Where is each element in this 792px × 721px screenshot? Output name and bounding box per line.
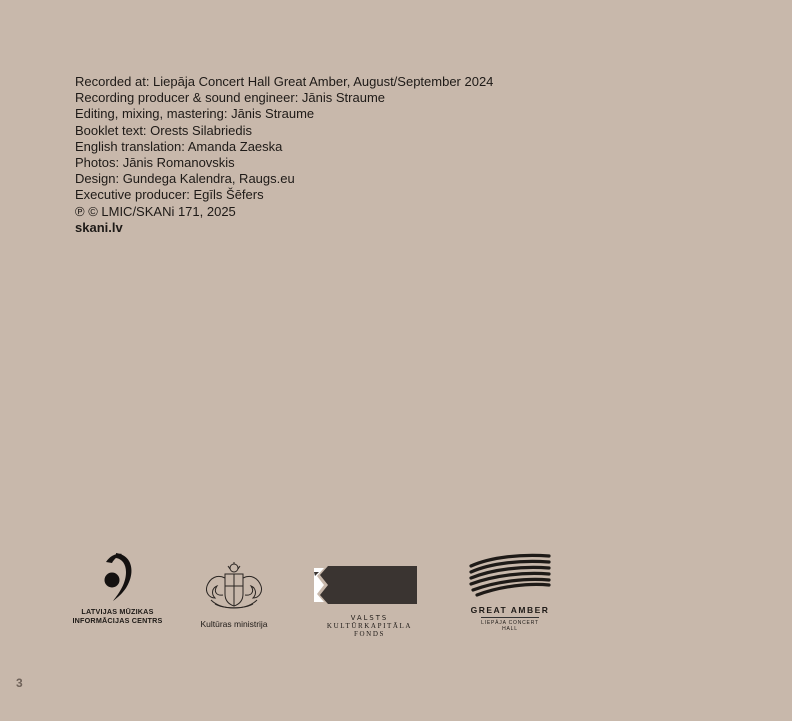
lmic-caption-2: INFORMĀCIJAS CENTRS: [72, 616, 163, 625]
credit-line: English translation: Amanda Zaeska: [75, 138, 283, 154]
website-link[interactable]: skani.lv: [75, 219, 123, 235]
credit-line: Booklet text: Orests Silabriedis: [75, 122, 253, 138]
vkkf-icon: [312, 564, 419, 606]
page-number: 3: [16, 676, 23, 690]
lmic-caption-1: LATVIJAS MŪZIKAS: [81, 607, 154, 616]
credit-line: Design: Gundega Kalendra, Raugs.eu: [75, 171, 295, 187]
vkkf-caption-2: KULTŪRKAPITĀLA FONDS: [326, 622, 413, 638]
credit-line: Recorded at: Liepāja Concert Hall Great Amber, August/September 2024: [75, 74, 494, 89]
credit-line: Editing, mixing, mastering: Jānis Straume: [75, 106, 315, 122]
ministry-caption: Kultūras ministrija: [200, 619, 268, 629]
vkkf-logo: [312, 564, 427, 638]
coat-of-arms-icon: [201, 560, 267, 612]
lmic-logo: [70, 550, 165, 625]
lmic-icon: [96, 550, 140, 602]
credit-line: Executive producer: Egīls Šēfers: [75, 187, 264, 203]
credit-line: Photos: Jānis Romanovskis: [75, 155, 235, 171]
great-amber-caption: GREAT AMBER: [470, 605, 550, 615]
great-amber-icon: [467, 552, 553, 598]
great-amber-subcaption: LIEPĀJA CONCERT HALL: [481, 617, 539, 632]
ministry-logo: [195, 560, 273, 629]
vkkf-caption-1: VALSTS: [350, 614, 389, 622]
sponsor-logos: [0, 540, 792, 640]
credits-block: [75, 74, 493, 236]
great-amber-logo: [465, 552, 555, 632]
credit-line: Recording producer & sound engineer: Jānis Straume: [75, 90, 386, 106]
credit-line: ℗ © LMIC/SKANi 171, 2025: [75, 203, 236, 219]
